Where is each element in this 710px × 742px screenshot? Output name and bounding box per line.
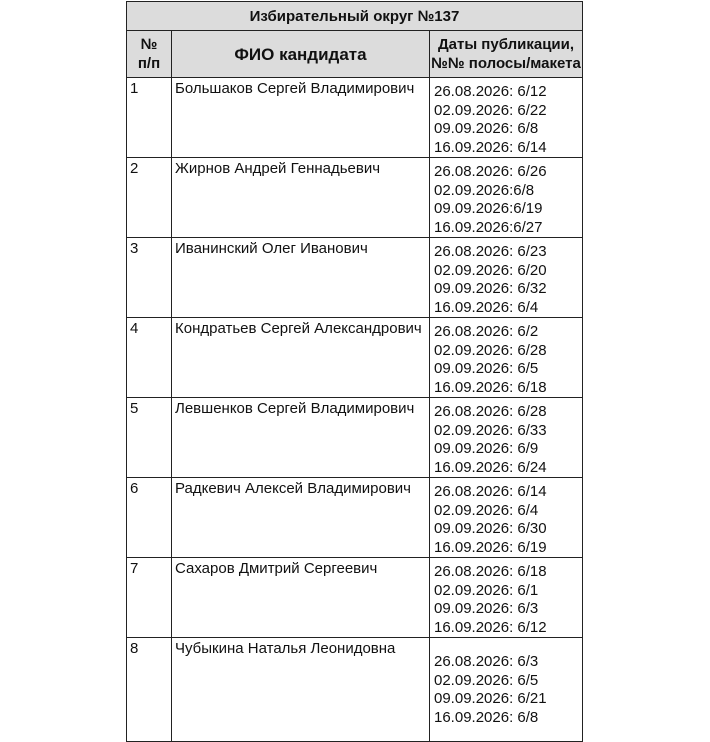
date-entry: 02.09.2026: 6/33	[434, 421, 547, 439]
date-entry: 02.09.2026: 6/1	[434, 581, 539, 599]
date-entry: 02.09.2026: 6/5	[434, 671, 539, 689]
date-entry: 09.09.2026: 6/5	[434, 360, 539, 377]
candidates-table	[126, 1, 583, 742]
table-row	[127, 398, 583, 478]
date-entry: 09.09.2026: 6/21	[434, 690, 547, 707]
publication-dates	[430, 78, 583, 158]
date-entry: 26.08.2026: 6/23	[434, 243, 547, 260]
date-entry: 16.09.2026: 6/14	[434, 138, 547, 156]
header-dates	[430, 31, 583, 78]
candidate-name: Большаков Сергей Владимирович	[172, 78, 430, 158]
publication-dates	[430, 158, 583, 238]
date-entry: 16.09.2026: 6/4	[434, 298, 539, 316]
candidate-name: Левшенков Сергей Владимирович	[172, 398, 430, 478]
date-entry: 16.09.2026: 6/12	[434, 618, 547, 636]
publication-dates	[430, 638, 583, 742]
table-row	[127, 78, 583, 158]
date-entry: 26.08.2026: 6/26	[434, 163, 547, 180]
candidate-name: Жирнов Андрей Геннадьевич	[172, 158, 430, 238]
row-number: 5	[127, 398, 172, 478]
row-number: 7	[127, 558, 172, 638]
date-entry: 09.09.2026: 6/9	[434, 440, 539, 457]
candidate-name: Радкевич Алексей Владимирович	[172, 478, 430, 558]
header-dates-line-1: Даты публикации,	[437, 36, 575, 53]
row-number: 3	[127, 238, 172, 318]
publication-dates	[430, 398, 583, 478]
date-entry: 16.09.2026: 6/19	[434, 538, 547, 556]
date-entry: 26.08.2026: 6/12	[434, 83, 547, 100]
date-entry: 26.08.2026: 6/14	[434, 483, 547, 500]
row-number: 1	[127, 78, 172, 158]
table-row	[127, 558, 583, 638]
table-row	[127, 638, 583, 742]
publication-dates	[430, 558, 583, 638]
date-entry: 26.08.2026: 6/3	[434, 653, 539, 670]
date-entry: 02.09.2026: 6/22	[434, 101, 547, 119]
date-entry: 16.09.2026: 6/8	[434, 708, 539, 726]
date-entry: 09.09.2026: 6/3	[434, 600, 539, 617]
row-number: 8	[127, 638, 172, 742]
row-number: 6	[127, 478, 172, 558]
date-entry: 09.09.2026: 6/30	[434, 520, 547, 537]
date-entry: 02.09.2026: 6/20	[434, 261, 547, 279]
publication-dates	[430, 318, 583, 398]
date-entry: 26.08.2026: 6/2	[434, 323, 539, 340]
table-row	[127, 478, 583, 558]
date-entry: 09.09.2026: 6/8	[434, 120, 539, 137]
publication-dates	[430, 478, 583, 558]
table-row	[127, 158, 583, 238]
candidate-name: Чубыкина Наталья Леонидовна	[172, 638, 430, 742]
header-dates-line-2: №№ полосы/макета	[431, 55, 581, 72]
date-entry: 26.08.2026: 6/28	[434, 403, 547, 420]
date-entry: 16.09.2026:6/27	[434, 218, 543, 236]
date-entry: 02.09.2026:6/8	[434, 181, 535, 199]
row-number: 2	[127, 158, 172, 238]
candidate-name: Иванинский Олег Иванович	[172, 238, 430, 318]
date-entry: 09.09.2026:6/19	[434, 200, 543, 217]
table-title: Избирательный округ №137	[127, 2, 583, 31]
row-number: 4	[127, 318, 172, 398]
date-entry: 02.09.2026: 6/4	[434, 501, 539, 519]
date-entry: 16.09.2026: 6/24	[434, 458, 547, 476]
candidate-name: Кондратьев Сергей Александрович	[172, 318, 430, 398]
date-entry: 26.08.2026: 6/18	[434, 563, 547, 580]
header-name: ФИО кандидата	[172, 31, 430, 78]
table-row	[127, 318, 583, 398]
date-entry: 02.09.2026: 6/28	[434, 341, 547, 359]
date-entry: 09.09.2026: 6/32	[434, 280, 547, 297]
header-num-line-1: №	[140, 36, 158, 53]
header-num	[127, 31, 172, 78]
header-num-line-2: п/п	[137, 55, 161, 72]
publication-dates	[430, 238, 583, 318]
candidate-name: Сахаров Дмитрий Сергеевич	[172, 558, 430, 638]
table-row	[127, 238, 583, 318]
date-entry: 16.09.2026: 6/18	[434, 378, 547, 396]
